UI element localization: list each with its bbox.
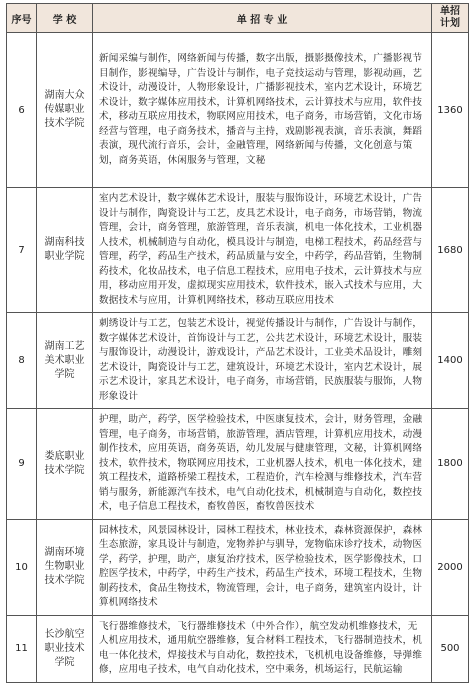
row-school: 湖南科技职业学院 [37,188,93,313]
row-index: 10 [7,519,37,615]
row-majors: 飞行器维修技术，飞行器维修技术（中外合作），航空发动机维修技术，无人机应用技术，通用航空器维修，复合材料工程技术，飞行器制造技术，机电一体化技术，焊接技术与自动化，数控技术，飞机机电设备维修，导弹维修，应用电子技术，电气自动化技术，空中乘务，机场运行，民航运输 [93,615,432,682]
row-school: 娄底职业技术学院 [37,409,93,520]
header-school: 学 校 [37,4,93,33]
row-plan: 500 [432,615,469,682]
table-row [7,615,469,682]
row-index: 7 [7,188,37,313]
header-index: 序号 [7,4,37,33]
row-plan: 1400 [432,313,469,409]
row-school: 湖南环境生物职业技术学院 [37,519,93,615]
table-row [7,188,469,313]
row-index: 11 [7,615,37,682]
table-header-row [7,4,469,33]
table-row [7,409,469,520]
row-index: 9 [7,409,37,520]
header-majors: 单 招 专 业 [93,4,432,33]
header-plan [432,4,469,33]
row-majors: 新闻采编与制作，网络新闻与传播，数字出版，摄影摄像技术，广播影视节目制作，影视编导，广告设计与制作，电子竞技运动与管理，影视动画，艺术设计，动漫设计，人物形象设计，广播影视技术，室内艺术设计，环境艺术设计，数字媒体应用技术，计算机网络技术，云计算技术与应用，软件技术，移动互联应用技术，物联网应用技术，电子商务，市场营销，文化市场经营与管理，电子商务技术，播音与主持，戏剧影视表演，音乐表演，舞蹈表演，现代流行音乐，会计，金融管理，网络新闻与传播，文化创意与策划，商务英语，休闲服务与管理，文秘 [93,33,432,188]
row-majors: 刺绣设计与工艺，包装艺术设计，视觉传播设计与制作，广告设计与制作，数字媒体艺术设计，首饰设计与工艺，公共艺术设计，环境艺术设计，服装与服饰设计，动漫设计，游戏设计，产品艺术设计，工业美术品设计，雕刻艺术设计，陶瓷设计与工艺，建筑设计，环境艺术设计，室内艺术设计，展示艺术设计，家具艺术设计，电子商务，市场营销，民族服装与服饰，人物形象设计 [93,313,432,409]
row-index: 8 [7,313,37,409]
header-plan-text: 单招 计划 [440,6,460,29]
row-plan: 1360 [432,33,469,188]
row-majors: 园林技术，风景园林设计，园林工程技术，林业技术，森林资源保护，森林生态旅游，家具设计与制造，宠物养护与驯导，宠物临床诊疗技术，动物医学，药学，护理，助产，康复治疗技术，医学检验技术，医学影像技术，口腔医学技术，中药学，中药生产技术，药品生产技术，环境工程技术，生物制药技术，食品生物技术，物流管理，会计，电子商务，建筑室内设计，计算机网络技术 [93,519,432,615]
table-row [7,519,469,615]
row-majors: 护理，助产，药学，医学检验技术，中医康复技术，会计，财务管理，金融管理，电子商务，市场营销，旅游管理，酒店管理，计算机应用技术，动漫制作技术，应用英语，商务英语，幼儿发展与健康管理，文秘，计算机网络技术，软件技术，物联网应用技术，工业机器人技术，机电一体化技术，建筑工程技术，道路桥梁工程技术，工程造价，汽车检测与维修技术，汽车营销与服务，新能源汽车技术，电气自动化技术，机械制造与自动化，数控技术，电子信息工程技术，畜牧兽医，畜牧兽医技术 [93,409,432,520]
table-row [7,313,469,409]
row-school: 湖南大众传媒职业技术学院 [37,33,93,188]
row-plan: 1800 [432,409,469,520]
row-school: 长沙航空职业技术学院 [37,615,93,682]
row-plan: 1680 [432,188,469,313]
row-plan: 2000 [432,519,469,615]
row-school: 湖南工艺美术职业学院 [37,313,93,409]
table-row [7,33,469,188]
row-index: 6 [7,33,37,188]
row-majors: 室内艺术设计，数字媒体艺术设计，服装与服饰设计，环境艺术设计，广告设计与制作，陶瓷设计与工艺，皮具艺术设计，电子商务，市场营销，物流管理，会计，商务管理，旅游管理，音乐表演，机电一体化技术，工业机器人技术，机械制造与自动化，模具设计与制造，电梯工程技术，药品经营与管理，药学，药品生产技术，药品质量与安全，中药学，药品营销，生物制药技术，化妆品技术，电子信息工程技术，应用电子技术，云计算技术与应用，移动应用开发，虚拟现实应用技术，软件技术，嵌入式技术与应用，大数据技术与应用，计算机网络技术，移动互联应用技术 [93,188,432,313]
admission-plan-table [6,3,469,683]
